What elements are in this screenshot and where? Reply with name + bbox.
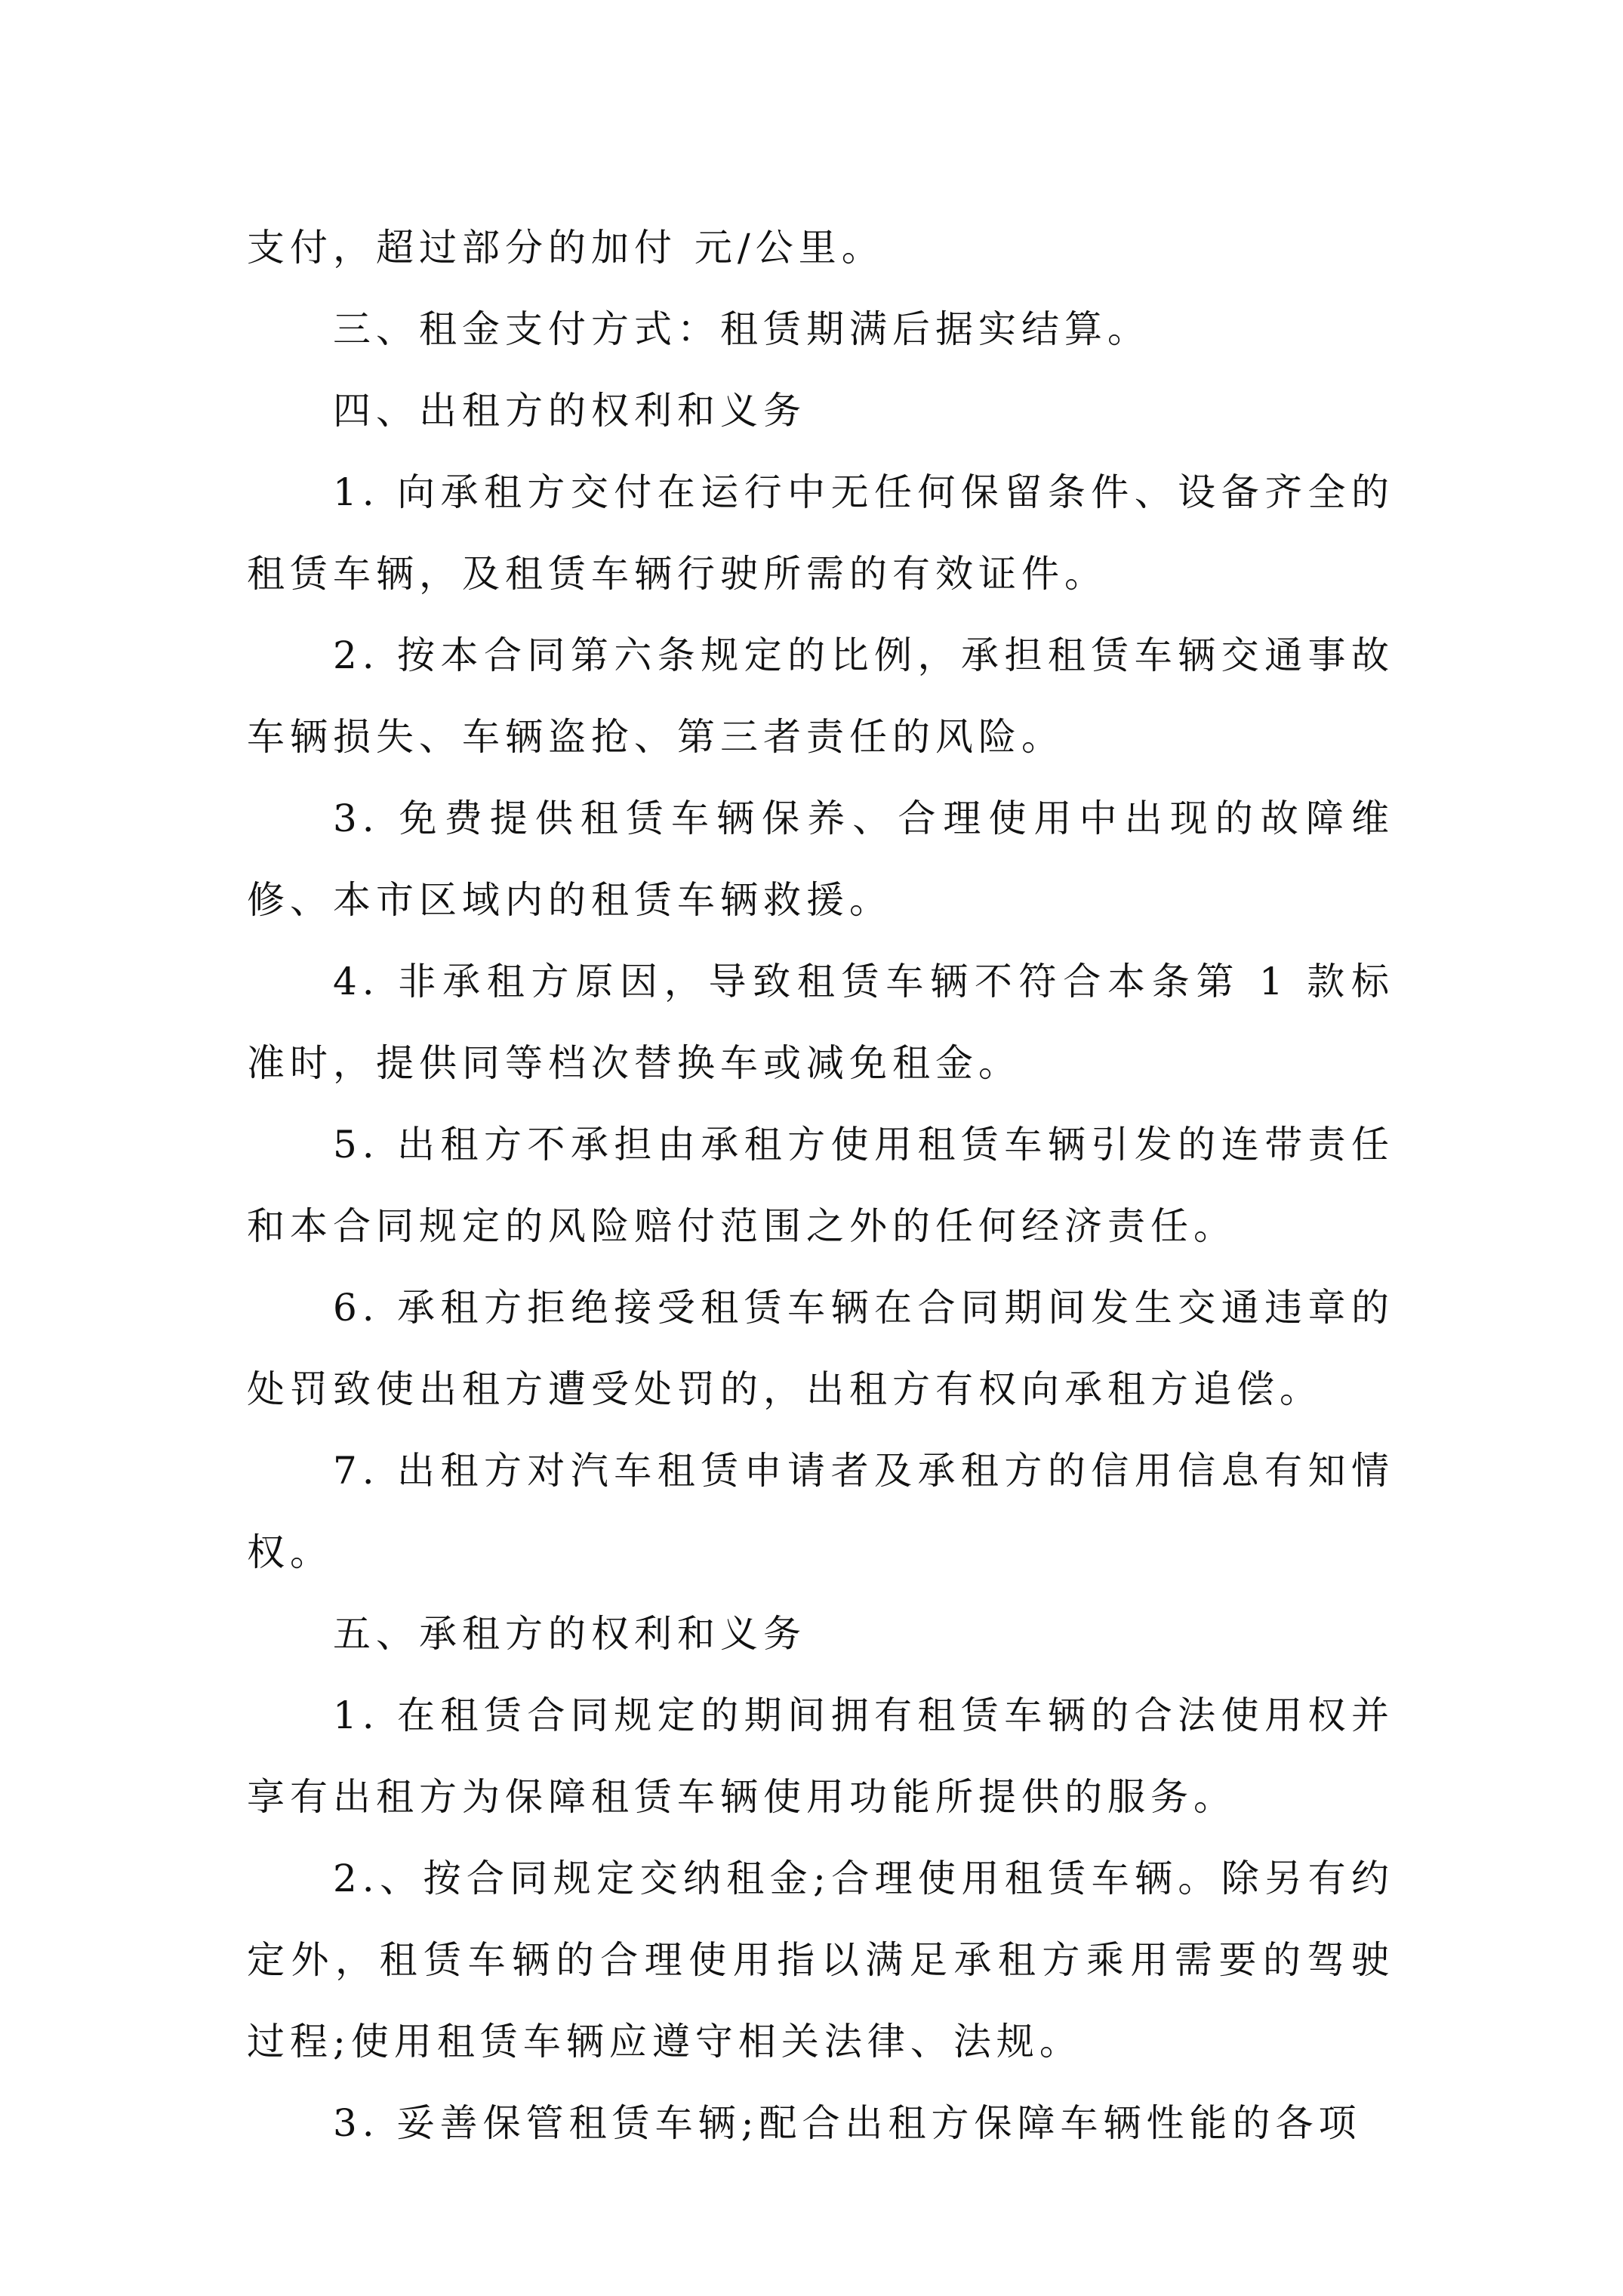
section-5-item-2: 2.、按合同规定交纳租金;合理使用租赁车辆。除另有约定外，租赁车辆的合理使用指以满足承租方乘用需要的驾驶过程;使用租赁车辆应遵守相关法律、法规。 (247, 1857, 1394, 2063)
section-4-item-3: 3. 免费提供租赁车辆保养、合理使用中出现的故障维修、本市区域内的租赁车辆救援。 (247, 797, 1394, 922)
section-3-rent-payment: 三、租金支付方式：租赁期满后据实结算。 (333, 307, 1150, 351)
section-4-item-1: 1. 向承租方交付在运行中无任何保留条件、设备齐全的租赁车辆，及租赁车辆行驶所需的有效证件。 (247, 470, 1394, 596)
section-4-item-6: 6. 承租方拒绝接受租赁车辆在合同期间发生交通违章的处罚致使出租方遭受处罚的，出租方有权向承租方追偿。 (247, 1286, 1394, 1411)
section-5-item-1: 1. 在租赁合同规定的期间拥有租赁车辆的合法使用权并享有出租方为保障租赁车辆使用功能所提供的服务。 (247, 1693, 1394, 1819)
section-4-item-5: 5. 出租方不承担由承租方使用租赁车辆引发的连带责任和本合同规定的风险赔付范围之外的任何经济责任。 (247, 1123, 1394, 1248)
section-4-item-7: 7. 出租方对汽车租赁申请者及承租方的信用信息有知情权。 (247, 1449, 1394, 1574)
section-5-heading: 五、承租方的权利和义务 (333, 1612, 806, 1656)
section-4-item-2: 2. 按本合同第六条规定的比例，承担租赁车辆交通事故车辆损失、车辆盗抢、第三者责任的风险。 (247, 633, 1394, 759)
section-5-item-3: 3. 妥善保管租赁车辆;配合出租方保障车辆性能的各项 (333, 2101, 1362, 2145)
document-body (247, 207, 1394, 2164)
paragraph-continuation: 支付，超过部分的加付 元/公里。 (247, 226, 885, 270)
section-4-heading: 四、出租方的权利和义务 (333, 389, 806, 433)
section-4-item-4: 4. 非承租方原因，导致租赁车辆不符合本条第 1 款标准时，提供同等档次替换车或减免租金。 (247, 960, 1394, 1085)
